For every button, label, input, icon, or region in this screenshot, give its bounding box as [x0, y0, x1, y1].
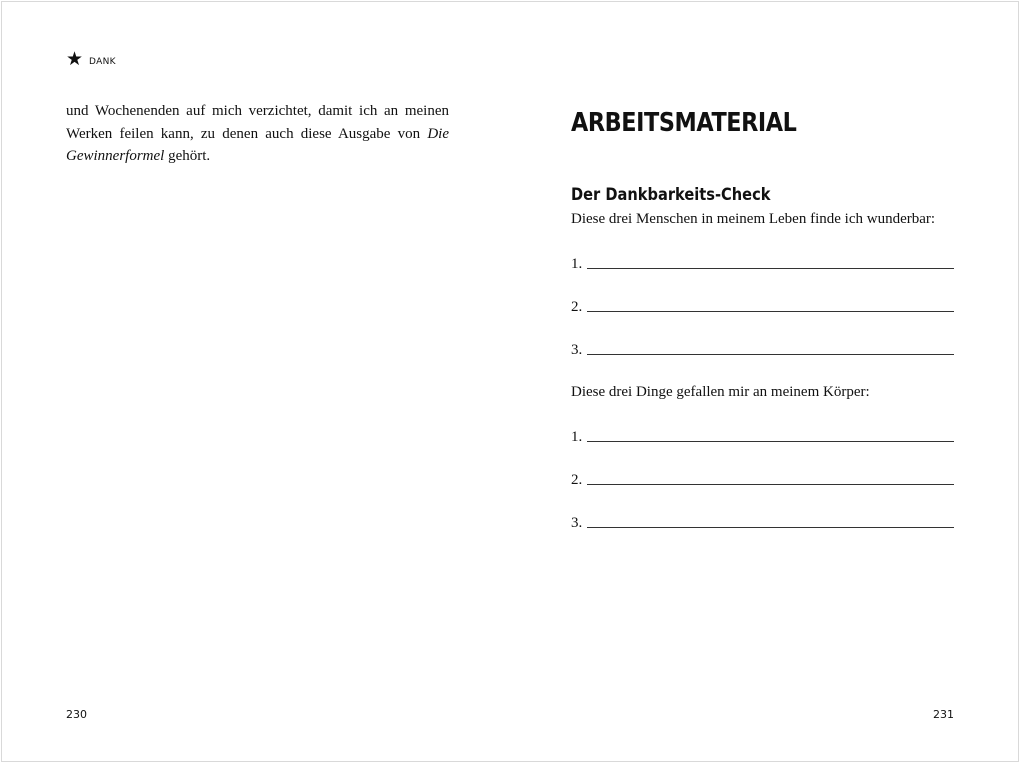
line-number: 3.	[571, 342, 583, 358]
writing-rule[interactable]	[587, 310, 954, 312]
answer-line-people-1[interactable]	[571, 252, 954, 272]
body-text-part1: und Wochenenden auf mich verzichtet, damit ich an meinen Werken feilen kann, zu denen auch diese Ausgabe von	[66, 103, 449, 142]
line-number: 2.	[571, 299, 583, 315]
exercise-heading: Der Dankbarkeits-Check	[571, 185, 771, 205]
answer-line-body-1[interactable]	[571, 425, 954, 445]
line-number: 2.	[571, 472, 583, 488]
answer-line-people-3[interactable]	[571, 338, 954, 358]
section-label: DANK	[89, 56, 116, 67]
running-head	[66, 50, 116, 69]
page-number-left: 230	[66, 708, 87, 721]
prompt-body: Diese drei Dinge gefallen mir an meinem Körper:	[571, 384, 870, 400]
writing-rule[interactable]	[587, 267, 954, 269]
answer-line-people-2[interactable]	[571, 295, 954, 315]
writing-rule[interactable]	[587, 440, 954, 442]
writing-rule[interactable]	[587, 353, 954, 355]
body-text-part2: gehört.	[164, 148, 211, 164]
line-number: 3.	[571, 515, 583, 531]
writing-rule[interactable]	[587, 483, 954, 485]
line-number: 1.	[571, 256, 583, 272]
body-paragraph	[66, 100, 449, 168]
book-title-italic: Die Gewinnerformel	[66, 125, 449, 164]
answer-line-body-3[interactable]	[571, 511, 954, 531]
writing-rule[interactable]	[587, 526, 954, 528]
chapter-title: ARBEITSMATERIAL	[571, 108, 797, 138]
answer-line-body-2[interactable]	[571, 468, 954, 488]
right-page	[510, 0, 1020, 763]
page-number-right: 231	[933, 708, 954, 721]
prompt-people: Diese drei Menschen in meinem Leben finde ich wunderbar:	[571, 211, 936, 227]
line-number: 1.	[571, 429, 583, 445]
star-icon: ★	[66, 48, 84, 70]
